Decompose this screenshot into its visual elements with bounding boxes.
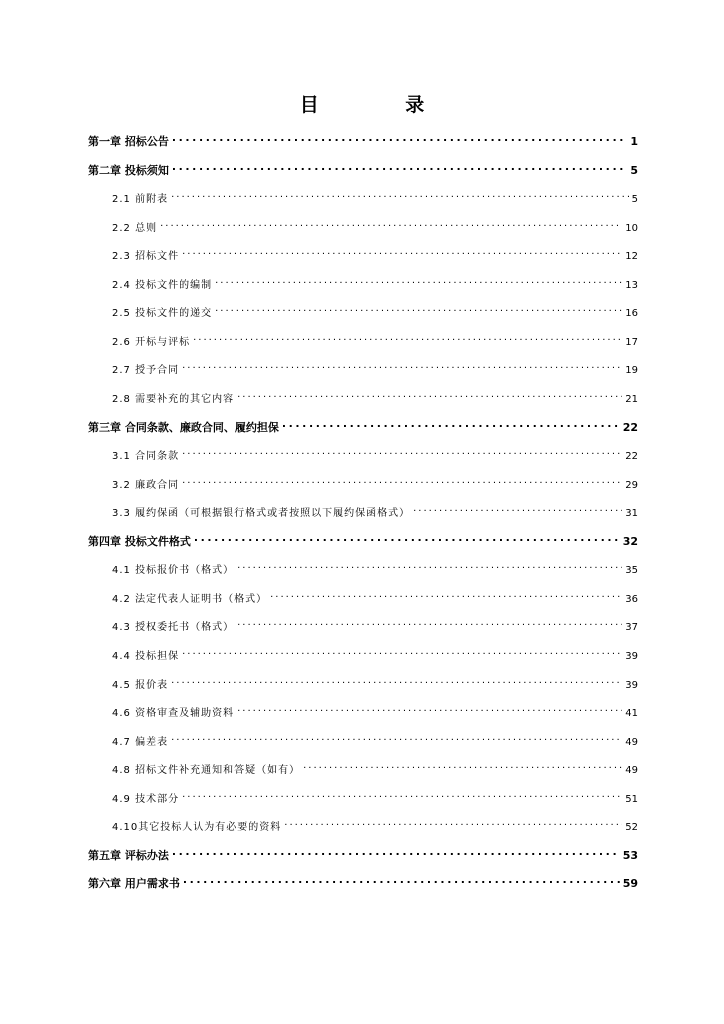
toc-entry-section[interactable] [112, 588, 638, 607]
toc-entry-title: 2.7 授予合同 [112, 365, 180, 377]
toc-entry-section[interactable] [112, 331, 638, 350]
toc-entry-title: 第六章 用户需求书 [88, 877, 180, 891]
dot-leader [182, 359, 622, 373]
dot-leader [303, 759, 622, 773]
dot-leader [193, 331, 622, 345]
toc-entry-title: 3.2 廉政合同 [112, 479, 180, 491]
toc-page-number: 22 [622, 420, 638, 434]
toc-entry-title: 4.2 法定代表人证明书（格式） [112, 593, 268, 605]
toc-entry-section[interactable] [112, 274, 638, 293]
toc-entry-section[interactable] [112, 559, 638, 578]
dot-leader [215, 274, 622, 288]
dot-leader [171, 674, 622, 688]
toc-entry-section[interactable] [112, 759, 638, 778]
toc-page-number: 37 [625, 622, 638, 634]
dot-leader [182, 645, 622, 659]
dot-leader [237, 388, 622, 402]
toc-page-number: 36 [625, 593, 638, 605]
toc-entry-title: 4.10其它投标人认为有必要的资料 [112, 822, 282, 834]
toc-entry-title: 2.3 招标文件 [112, 251, 180, 263]
toc-entry-title: 第一章 招标公告 [88, 135, 169, 148]
dot-leader [237, 702, 622, 716]
toc-page-number: 52 [625, 822, 638, 834]
toc-entry-section[interactable] [112, 788, 638, 807]
toc-page-number: 31 [625, 508, 638, 520]
toc-entry-title: 3.1 合同条款 [112, 451, 180, 463]
toc-entry-chapter[interactable] [88, 131, 638, 149]
toc-page-number: 51 [625, 793, 638, 805]
dot-leader [237, 559, 622, 573]
dot-leader [413, 502, 622, 516]
toc-entry-section[interactable] [112, 245, 638, 264]
toc-entry-title: 2.8 需要补充的其它内容 [112, 393, 235, 405]
toc-page-number: 49 [625, 765, 638, 777]
toc-entry-title: 4.1 投标报价书（格式） [112, 565, 235, 577]
toc-entry-title: 4.9 技术部分 [112, 793, 180, 805]
toc-entry-title: 2.6 开标与评标 [112, 336, 191, 348]
toc-entry-section[interactable] [112, 388, 638, 407]
toc-entry-title: 2.4 投标文件的编制 [112, 279, 213, 291]
toc-entry-title: 2.1 前附表 [112, 194, 169, 206]
toc-entry-title: 第二章 投标须知 [88, 163, 169, 177]
dot-leader [284, 816, 622, 830]
toc-page-number: 39 [625, 679, 638, 691]
toc-page-number: 16 [625, 308, 638, 320]
dot-leader [160, 217, 622, 231]
toc-page-number: 39 [625, 650, 638, 662]
dot-leader [182, 245, 622, 259]
toc-page-number: 12 [625, 251, 638, 263]
toc-entry-title: 3.3 履约保函（可根据银行格式或者按照以下履约保函格式） [112, 508, 411, 520]
toc-page-number: 13 [625, 279, 638, 291]
toc-entry-title: 4.3 授权委托书（格式） [112, 622, 235, 634]
toc-entry-section[interactable] [112, 702, 638, 721]
toc-entry-title: 4.5 报价表 [112, 679, 169, 691]
toc-entry-chapter[interactable] [88, 873, 638, 891]
toc-page-number: 5 [631, 194, 638, 206]
dot-leader [172, 160, 628, 174]
dot-leader [215, 302, 622, 316]
dot-leader [282, 417, 620, 431]
toc-entry-section[interactable] [112, 445, 638, 464]
toc-entry-chapter[interactable] [88, 845, 638, 863]
dot-leader [182, 445, 622, 459]
toc-entry-title: 4.8 招标文件补充通知和答疑（如有） [112, 765, 301, 777]
dot-leader [237, 616, 622, 630]
toc-entry-section[interactable] [112, 645, 638, 664]
toc-page-number: 19 [625, 365, 638, 377]
toc-entry-title: 2.5 投标文件的递交 [112, 308, 213, 320]
dot-leader [183, 873, 620, 887]
toc-entry-section[interactable] [112, 674, 638, 693]
dot-leader [171, 731, 622, 745]
toc-page-number: 1 [630, 135, 638, 148]
dot-leader [194, 531, 620, 545]
toc-entry-section[interactable] [112, 474, 638, 493]
toc-page-number: 32 [622, 534, 638, 548]
toc-entry-title: 第三章 合同条款、廉政合同、履约担保 [88, 420, 279, 434]
toc-entry-section[interactable] [112, 731, 638, 750]
dot-leader [182, 474, 622, 488]
toc-entry-title: 4.4 投标担保 [112, 650, 180, 662]
toc-page-number: 35 [625, 565, 638, 577]
toc-page-number: 29 [625, 479, 638, 491]
page-title: 目 录 [299, 94, 465, 116]
dot-leader [270, 588, 622, 602]
toc-entry-section[interactable] [112, 359, 638, 378]
toc-entry-section[interactable] [112, 816, 638, 835]
toc-page-number: 49 [625, 736, 638, 748]
toc-entry-section[interactable] [112, 616, 638, 635]
toc-page-number: 17 [625, 336, 638, 348]
dot-leader [171, 188, 629, 202]
toc-entry-title: 第四章 投标文件格式 [88, 534, 191, 548]
toc-entry-title: 2.2 总则 [112, 222, 158, 234]
toc-page-number: 53 [622, 848, 638, 862]
toc-page-number: 22 [625, 451, 638, 463]
dot-leader [172, 131, 628, 145]
toc-entry-title: 4.6 资格审查及辅助资料 [112, 708, 235, 719]
toc-page-number: 59 [622, 877, 638, 891]
toc-entry-title: 4.7 偏差表 [112, 736, 169, 748]
dot-leader [172, 845, 620, 859]
toc-entry-chapter[interactable] [88, 531, 638, 549]
toc-entry-section[interactable] [112, 302, 638, 321]
toc-page-number: 5 [630, 163, 638, 177]
toc-entry-chapter[interactable] [88, 160, 638, 178]
toc-entry-section[interactable] [112, 502, 638, 521]
toc-entry-title: 第五章 评标办法 [88, 848, 169, 862]
toc-entry-chapter[interactable] [88, 417, 638, 435]
toc-entry-section[interactable] [112, 188, 638, 207]
dot-leader [182, 788, 622, 802]
toc-entry-section[interactable] [112, 217, 638, 236]
toc-page-number: 21 [625, 393, 638, 405]
toc-page-number: 41 [625, 708, 638, 719]
toc-page-number: 10 [625, 222, 638, 234]
